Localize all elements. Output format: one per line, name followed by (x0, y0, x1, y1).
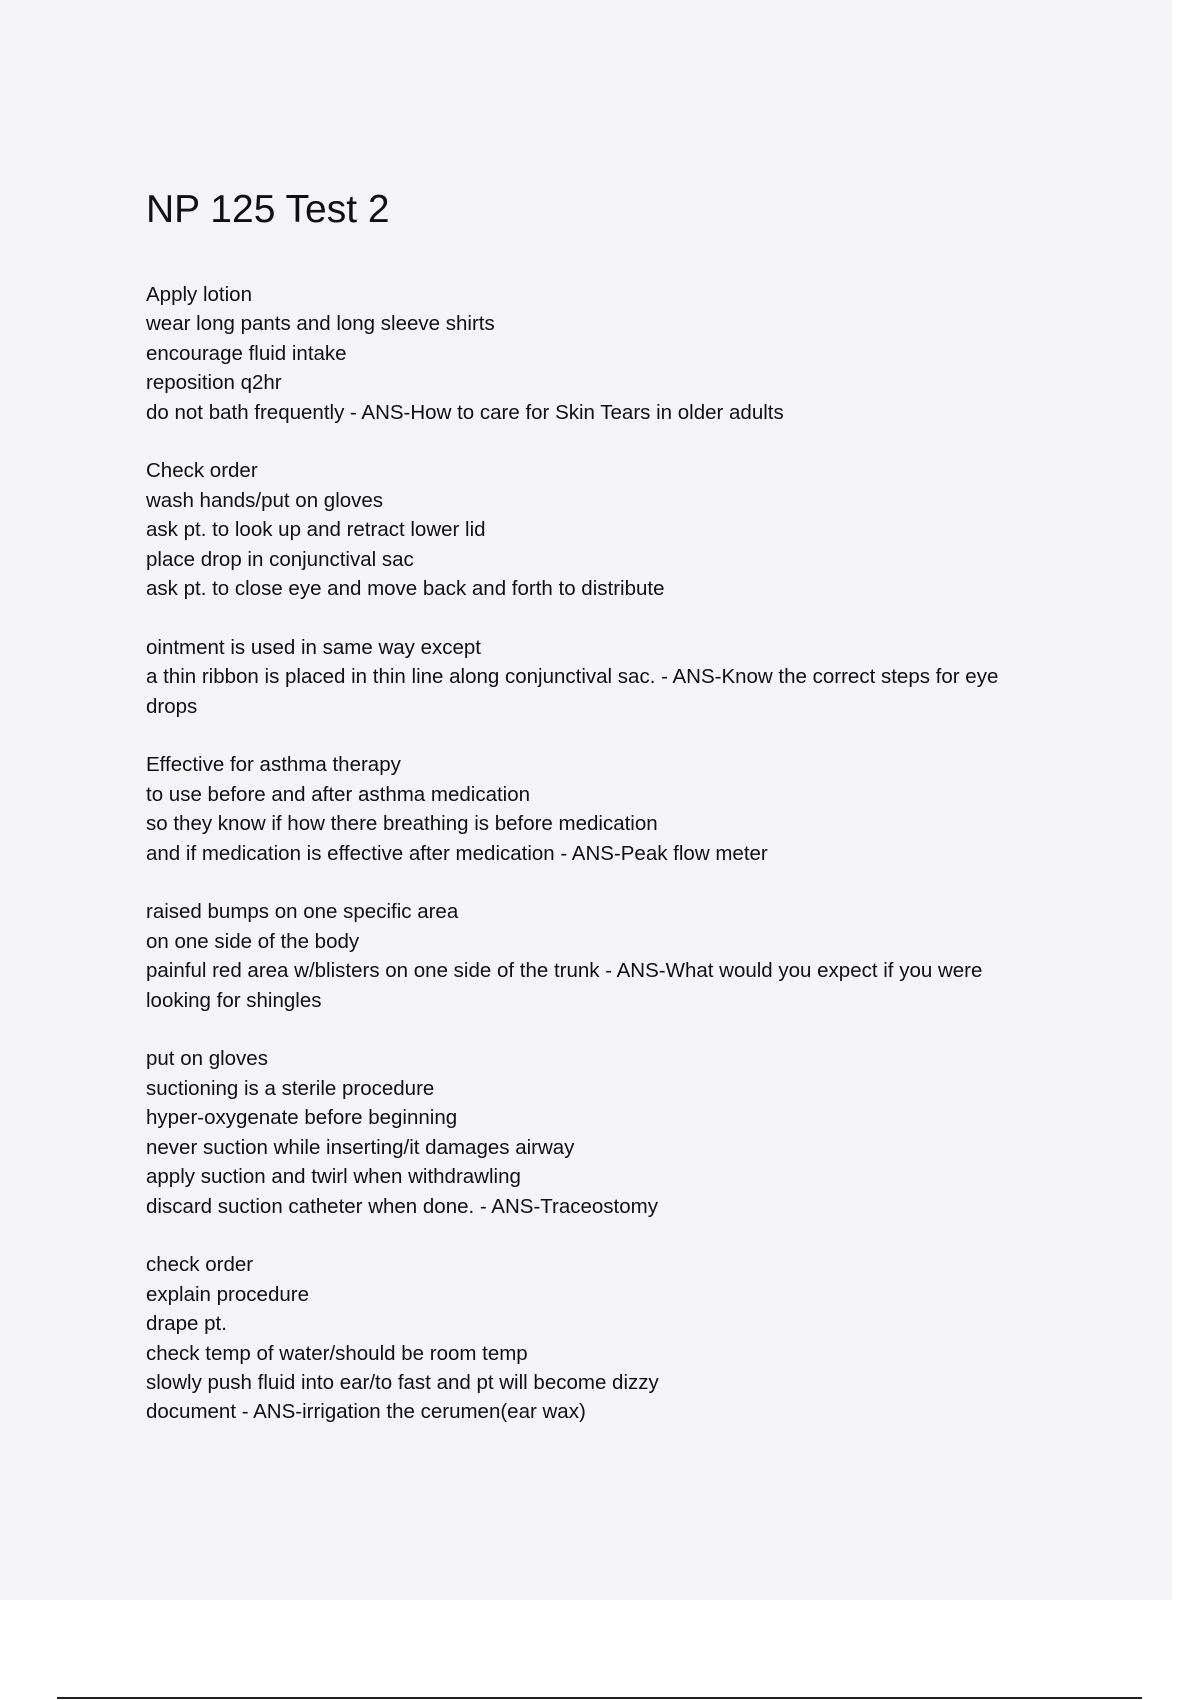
qa-line: apply suction and twirl when withdrawling (146, 1165, 521, 1189)
footer-divider (57, 1697, 1142, 1699)
qa-line: looking for shingles (146, 988, 322, 1012)
qa-line: Effective for asthma therapy (146, 753, 401, 777)
qa-line: Check order (146, 459, 258, 483)
qa-line: ointment is used in same way except (146, 635, 481, 659)
qa-line: suctioning is a sterile procedure (146, 1076, 435, 1100)
qa-line: encourage fluid intake (146, 341, 347, 365)
qa-line: raised bumps on one specific area (146, 900, 459, 924)
qa-line: wash hands/put on gloves (146, 488, 384, 512)
qa-card (146, 1250, 1086, 1426)
qa-line: on one side of the body (146, 929, 360, 953)
qa-line: drape pt. (146, 1312, 227, 1336)
qa-line: wear long pants and long sleeve shirts (146, 312, 495, 336)
document-body (146, 280, 1086, 1456)
qa-card (146, 280, 1086, 427)
qa-line: never suction while inserting/it damages airway (146, 1135, 575, 1159)
qa-line: put on gloves (146, 1047, 268, 1071)
qa-line: explain procedure (146, 1282, 309, 1306)
qa-line: a thin ribbon is placed in thin line along conjunctival sac. - ANS-Know the correct steps for eye (146, 665, 999, 689)
qa-card (146, 897, 1086, 1015)
qa-line: ask pt. to look up and retract lower lid (146, 518, 486, 542)
qa-card (146, 750, 1086, 868)
qa-line: Apply lotion (146, 283, 252, 306)
qa-card (146, 456, 1086, 603)
qa-card (146, 633, 1086, 721)
qa-line: hyper-oxygenate before beginning (146, 1106, 458, 1130)
qa-line: document - ANS-irrigation the cerumen(ear wax) (146, 1400, 586, 1424)
qa-line: reposition q2hr (146, 371, 282, 395)
qa-line: ask pt. to close eye and move back and forth to distribute (146, 577, 665, 601)
qa-line: so they know if how there breathing is before medication (146, 812, 658, 836)
qa-line: check order (146, 1253, 254, 1277)
qa-line: slowly push fluid into ear/to fast and pt will become dizzy (146, 1370, 659, 1394)
qa-line: check temp of water/should be room temp (146, 1341, 528, 1365)
qa-line: drops (146, 694, 198, 718)
qa-line: and if medication is effective after medication - ANS-Peak flow meter (146, 841, 768, 865)
qa-line: do not bath frequently - ANS-How to care for Skin Tears in older adults (146, 400, 784, 424)
qa-line: to use before and after asthma medication (146, 782, 531, 806)
qa-card (146, 1044, 1086, 1220)
qa-line: painful red area w/blisters on one side of the trunk - ANS-What would you expect if you were (146, 959, 983, 983)
qa-line: discard suction catheter when done. - ANS-Traceostomy (146, 1194, 658, 1218)
document-title: NP 125 Test 2 (146, 188, 390, 231)
qa-line: place drop in conjunctival sac (146, 547, 414, 571)
